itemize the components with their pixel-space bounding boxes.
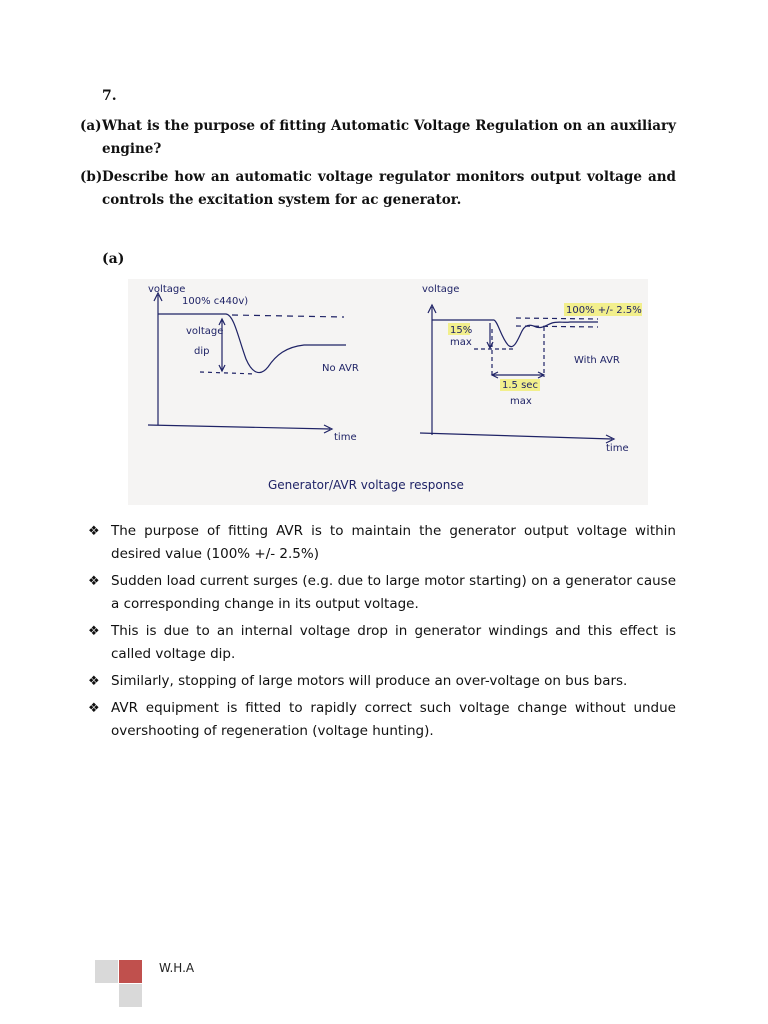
bullet-diamond-icon: ❖ [88,624,100,639]
left-ylabel: voltage [148,284,186,295]
question-part-a [80,115,676,161]
part-b-label: (b) [80,169,103,185]
bullet-diamond-icon: ❖ [88,674,100,689]
right-tolerance-line-upper [516,318,598,319]
right-curve-label: With AVR [574,355,620,366]
answer-bullet-list [88,520,676,747]
list-item [88,697,676,743]
part-b-text: Describe how an automatic voltage regulator monitors output voltage and controls the excitation system for ac generator. [102,169,676,208]
part-a-label: (a) [80,118,102,134]
question-number: 7. [102,88,117,104]
left-reference-line [232,315,344,317]
bullet-text: The purpose of fitting AVR is to maintain the generator output voltage within desired value (100% +/- 2.5%) [111,523,676,562]
footer-initials: W.H.A [159,961,195,975]
list-item [88,670,676,693]
right-tolerance-line-lower [516,326,598,327]
bullet-diamond-icon: ❖ [88,574,100,589]
right-tolerance-label: 100% +/- 2.5% [566,305,642,316]
bullet-text: AVR equipment is fitted to rapidly correct such voltage change without undue overshooting of regeneration (voltage hunting). [111,700,676,739]
left-dip-label-2: dip [194,346,210,357]
left-x-axis [148,425,330,429]
left-response-curve [158,314,346,373]
left-xlabel: time [334,432,357,443]
answer-label: (a) [102,251,125,267]
list-item [88,520,676,566]
left-level-label: 100% c440v) [182,296,249,307]
right-time-label-1: 1.5 sec [502,380,538,391]
voltage-response-sketch [128,279,648,505]
right-xlabel: time [606,443,629,454]
left-dip-label-1: voltage [186,326,224,337]
right-time-label-2: max [510,396,532,407]
bullet-diamond-icon: ❖ [88,701,100,716]
left-dip-level-line [200,372,256,374]
footer-block-grey-lower [119,984,142,1007]
voltage-response-figure [128,279,648,505]
bullet-text: This is due to an internal voltage drop in generator windings and this effect is called voltage dip. [111,623,676,662]
figure-caption: Generator/AVR voltage response [268,478,464,492]
right-ylabel: voltage [422,284,460,295]
part-a-text: What is the purpose of fitting Automatic Voltage Regulation on an auxiliary engine? [102,118,676,157]
left-graph [148,293,346,433]
left-curve-label: No AVR [322,363,359,374]
bullet-text: Similarly, stopping of large motors will produce an over-voltage on bus bars. [111,673,628,689]
footer-block-red [119,960,142,983]
question-part-b [80,166,676,212]
list-item [88,620,676,666]
right-dip-label-1: 15% [450,325,473,336]
list-item [88,570,676,616]
right-x-axis [420,433,612,439]
bullet-diamond-icon: ❖ [88,524,100,539]
footer-block-grey [95,960,118,983]
right-dip-label-2: max [450,337,472,348]
bullet-text: Sudden load current surges (e.g. due to large motor starting) on a generator cause a corresponding change in its output voltage. [111,573,676,612]
